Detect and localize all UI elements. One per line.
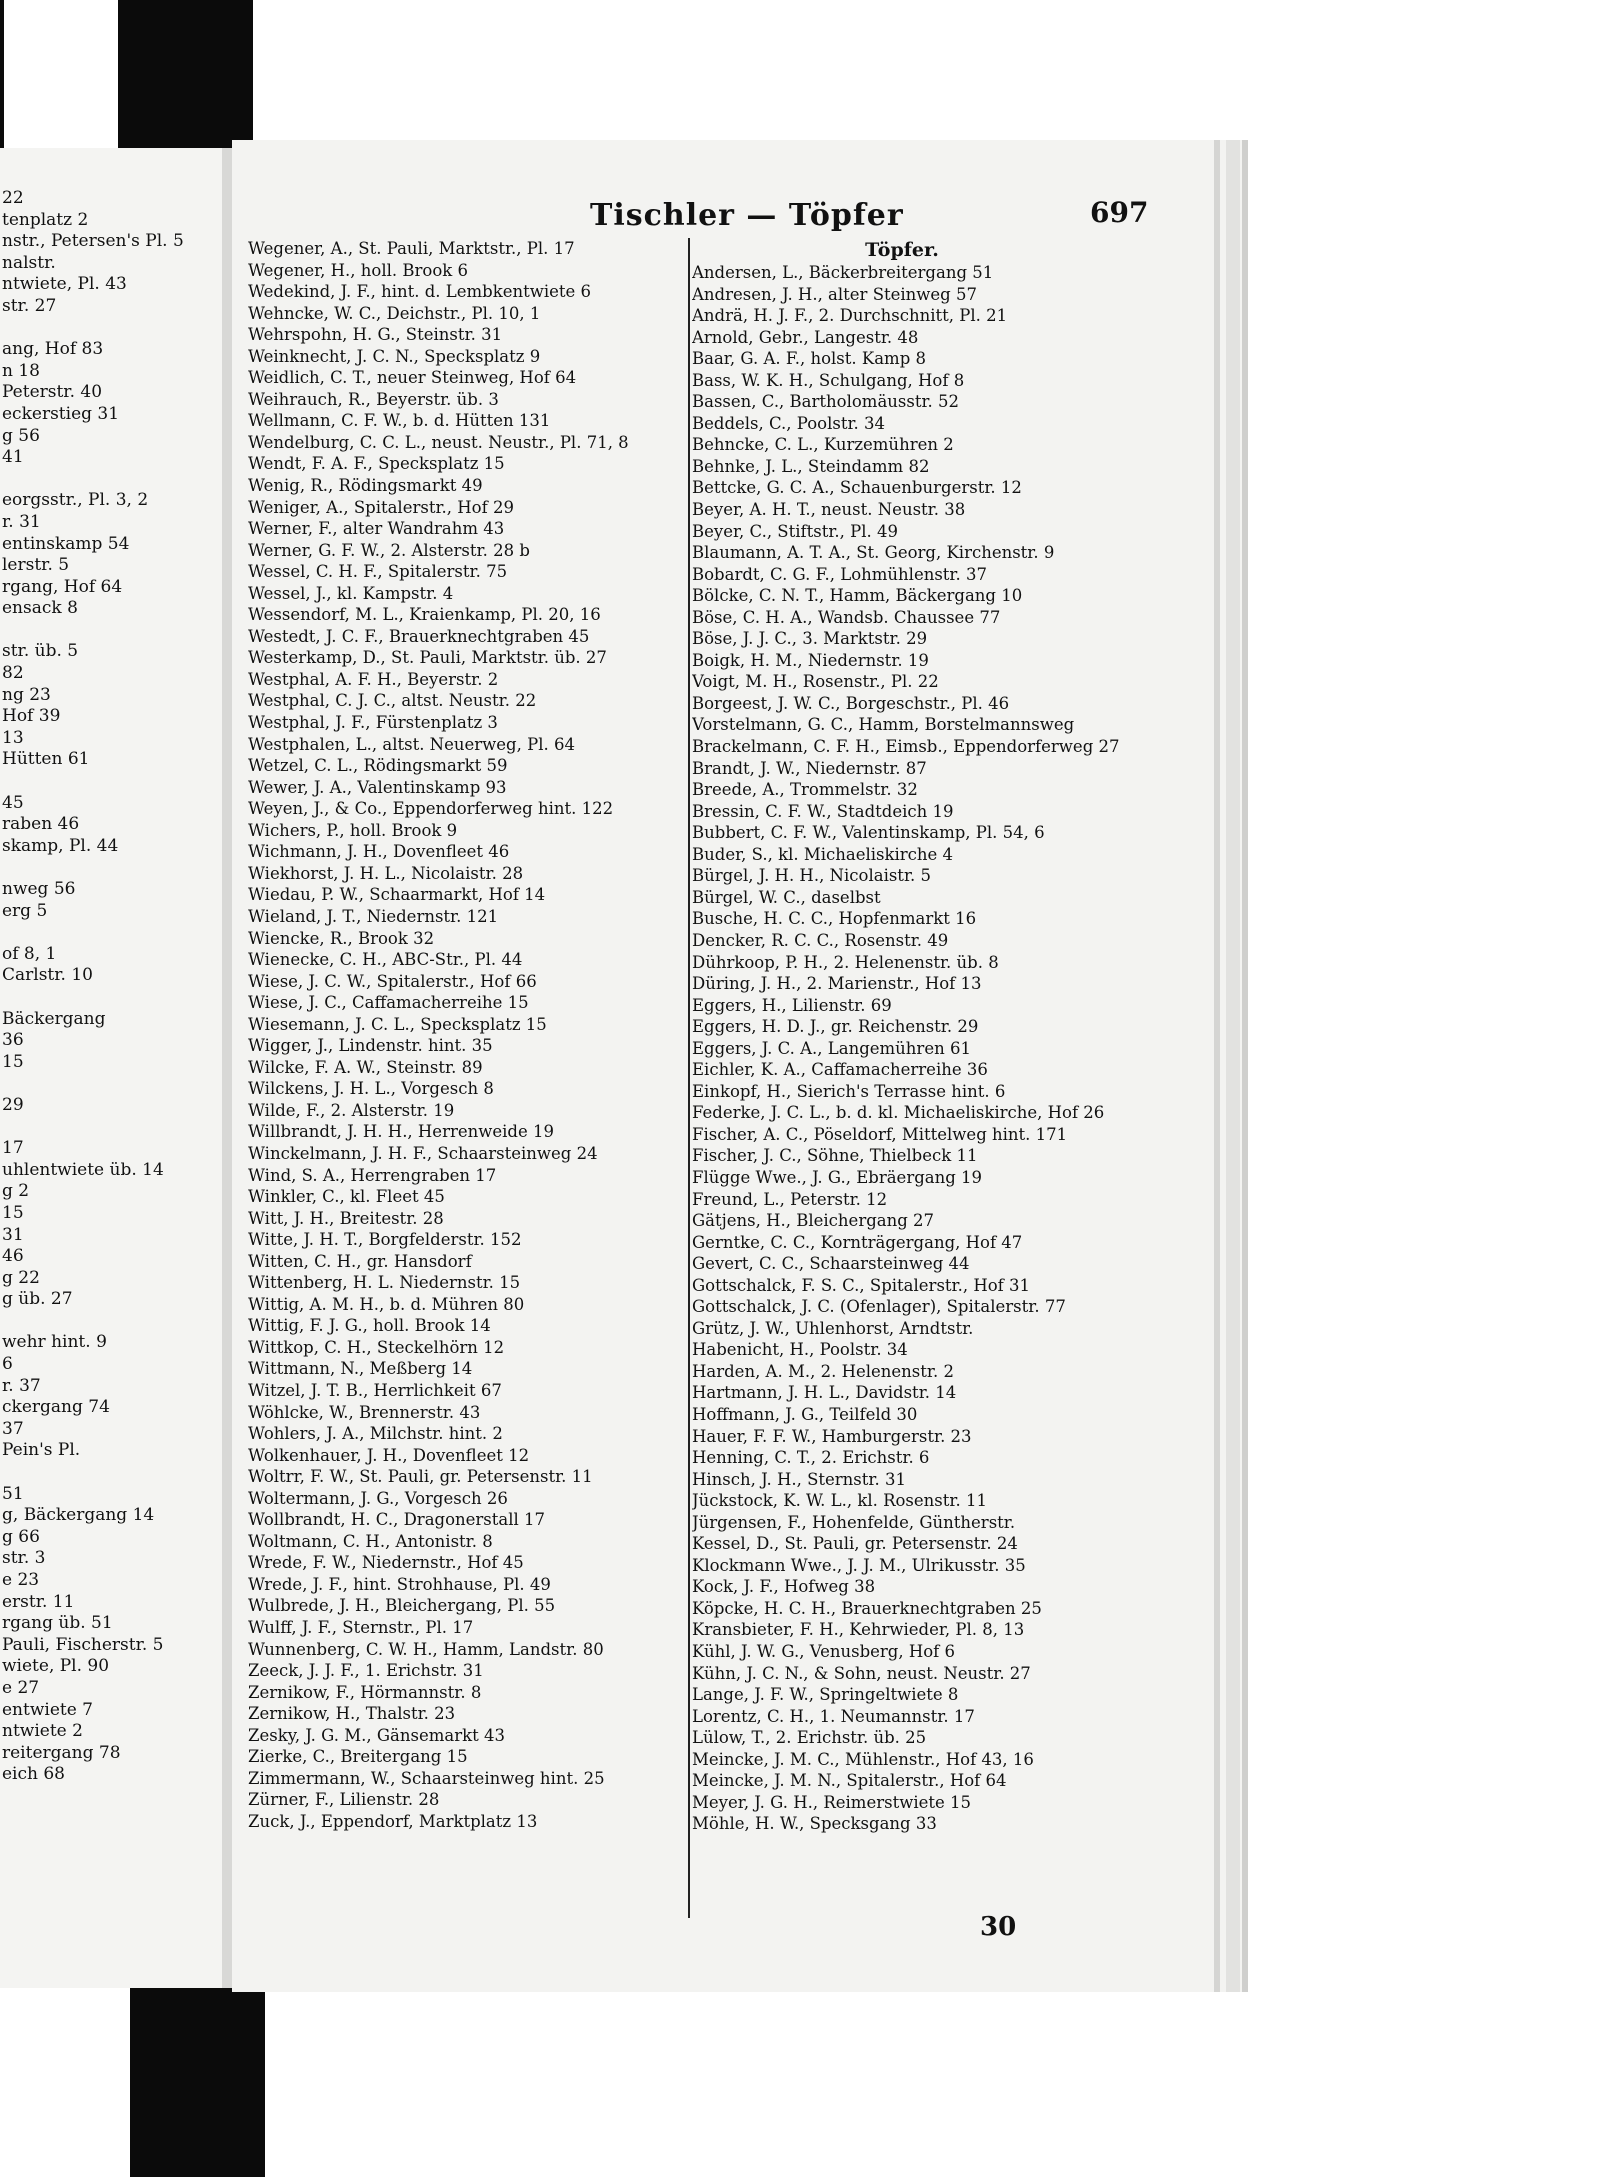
left-page-line: Pein's Pl.: [2, 1440, 81, 1461]
left-page-line: g, Bäckergang 14: [2, 1505, 155, 1526]
directory-entry: Eggers, H., Lilienstr. 69: [692, 995, 892, 1015]
left-page-line: ntwiete 2: [2, 1721, 83, 1742]
left-page-line: reitergang 78: [2, 1742, 121, 1763]
directory-entry: Witzel, J. T. B., Herrlichkeit 67: [248, 1380, 502, 1400]
directory-entry: Düring, J. H., 2. Marienstr., Hof 13: [692, 974, 982, 994]
left-page-line: ntwiete, Pl. 43: [2, 274, 127, 295]
directory-entry: Wiesemann, J. C. L., Specksplatz 15: [248, 1014, 547, 1034]
directory-entry: Voigt, M. H., Rosenstr., Pl. 22: [692, 672, 939, 692]
directory-entry: Wollbrandt, H. C., Dragonerstall 17: [248, 1510, 546, 1530]
directory-entry: Fischer, J. C., Söhne, Thielbeck 11: [692, 1146, 978, 1166]
directory-entry: Westphalen, L., altst. Neuerweg, Pl. 64: [248, 734, 575, 754]
directory-entry: Köpcke, H. C. H., Brauerknechtgraben 25: [692, 1598, 1042, 1618]
directory-entry: Böse, C. H. A., Wandsb. Chaussee 77: [692, 607, 1001, 627]
directory-entry: Eichler, K. A., Caffamacherreihe 36: [692, 1060, 988, 1080]
left-page-line: nstr., Petersen's Pl. 5: [2, 231, 184, 252]
directory-entry: Wittmann, N., Meßberg 14: [248, 1359, 473, 1379]
directory-entry: Zernikow, H., Thalstr. 23: [248, 1704, 456, 1724]
left-page-line: Hütten 61: [2, 749, 90, 770]
left-page-line: n 18: [2, 360, 40, 381]
directory-entry: Wiedau, P. W., Schaarmarkt, Hof 14: [248, 885, 546, 905]
directory-entry: Gevert, C. C., Schaarsteinweg 44: [692, 1254, 970, 1274]
left-page-line: ng 23: [2, 684, 51, 705]
directory-entry: Werner, G. F. W., 2. Alsterstr. 28 b: [248, 540, 530, 560]
left-page-line: 22: [2, 188, 24, 208]
left-page-line: g üb. 27: [2, 1289, 73, 1310]
directory-entry: Breede, A., Trommelstr. 32: [692, 780, 918, 800]
directory-entry: Winckelmann, J. H. F., Schaarsteinweg 24: [248, 1143, 598, 1163]
directory-entry: Weinknecht, J. C. N., Specksplatz 9: [248, 346, 541, 366]
directory-entry: Meincke, J. M. C., Mühlenstr., Hof 43, 16: [692, 1749, 1034, 1769]
binding-left-edge: [0, 0, 4, 148]
section-heading-toepfer: Töpfer.: [865, 239, 939, 261]
directory-entry: Kühn, J. C. N., & Sohn, neust. Neustr. 27: [692, 1663, 1031, 1683]
directory-entry: Behncke, C. L., Kurzemühren 2: [692, 435, 954, 455]
left-page-line: of 8, 1: [2, 943, 57, 964]
directory-entry: Witt, J. H., Breitestr. 28: [248, 1208, 444, 1228]
left-page-line: ensack 8: [2, 598, 78, 619]
directory-entry: Dührkoop, P. H., 2. Helenenstr. üb. 8: [692, 952, 999, 972]
left-page-line: [0, 987, 224, 1009]
left-page-line: erg 5: [2, 900, 48, 921]
directory-entry: Zeeck, J. J. F., 1. Erichstr. 31: [248, 1661, 484, 1681]
left-page-line: 29: [2, 1094, 24, 1115]
directory-entry: Wendelburg, C. C. L., neust. Neustr., Pl. 71, 8: [248, 432, 629, 452]
left-page-line: 13: [2, 727, 24, 748]
directory-entry: Böse, J. J. C., 3. Marktstr. 29: [692, 629, 928, 649]
left-page-line: uhlentwiete üb. 14: [2, 1159, 164, 1180]
directory-entry: Eggers, H. D. J., gr. Reichenstr. 29: [692, 1017, 979, 1037]
directory-entry: Zürner, F., Lilienstr. 28: [248, 1790, 440, 1810]
directory-entry: Wessel, C. H. F., Spitalerstr. 75: [248, 562, 508, 582]
directory-entry: Wittig, F. J. G., holl. Brook 14: [248, 1316, 491, 1336]
directory-entry: Woltrr, F. W., St. Pauli, gr. Petersenstr. 11: [248, 1467, 593, 1487]
directory-entry: Wilckens, J. H. L., Vorgesch 8: [248, 1079, 494, 1099]
directory-entry: Wigger, J., Lindenstr. hint. 35: [248, 1036, 493, 1056]
directory-entry: Wegener, A., St. Pauli, Marktstr., Pl. 17: [248, 239, 575, 258]
directory-entry: Wilde, F., 2. Alsterstr. 19: [248, 1100, 455, 1120]
directory-entry: Lorentz, C. H., 1. Neumannstr. 17: [692, 1706, 975, 1726]
directory-entry: Harden, A. M., 2. Helenenstr. 2: [692, 1361, 954, 1381]
left-page-line: 36: [2, 1030, 24, 1051]
directory-entry: Wunnenberg, C. W. H., Hamm, Landstr. 80: [248, 1639, 604, 1659]
directory-entry: Andersen, L., Bäckerbreitergang 51: [692, 263, 994, 282]
page-edge: [1226, 140, 1240, 1992]
left-page-line: e 27: [2, 1677, 40, 1698]
directory-entry: Wessel, J., kl. Kampstr. 4: [248, 583, 454, 603]
left-page-line: rgang, Hof 64: [2, 576, 123, 597]
directory-entry: Weniger, A., Spitalerstr., Hof 29: [248, 497, 514, 517]
directory-entry: Vorstelmann, G. C., Hamm, Borstelmannsweg: [692, 715, 1075, 735]
toepfer-entries: [692, 262, 1152, 1835]
directory-entry: Hauer, F. F. W., Hamburgerstr. 23: [692, 1426, 972, 1446]
directory-entry: Wenig, R., Rödingsmarkt 49: [248, 476, 483, 496]
directory-entry: Wittig, A. M. H., b. d. Mühren 80: [248, 1294, 525, 1314]
directory-entry: Westphal, C. J. C., altst. Neustr. 22: [248, 691, 537, 711]
directory-entry: Wellmann, C. F. W., b. d. Hütten 131: [248, 411, 551, 431]
directory-entry: Zimmermann, W., Schaarsteinweg hint. 25: [248, 1768, 605, 1788]
column-rule: [688, 238, 690, 1918]
directory-entry: Kransbieter, F. H., Kehrwieder, Pl. 8, 13: [692, 1620, 1025, 1640]
directory-entry: Andresen, J. H., alter Steinweg 57: [692, 284, 977, 304]
directory-entry: Witte, J. H. T., Borgfelderstr. 152: [248, 1230, 522, 1250]
left-page-line: str. üb. 5: [2, 641, 79, 662]
directory-entry: Lange, J. F. W., Springeltwiete 8: [692, 1685, 959, 1705]
left-page-line: g 56: [2, 425, 40, 446]
left-page-line: tenplatz 2: [2, 209, 89, 230]
directory-entry: Wohlers, J. A., Milchstr. hint. 2: [248, 1424, 503, 1444]
left-page-line: Peterstr. 40: [2, 382, 103, 403]
directory-entry: Arnold, Gebr., Langestr. 48: [692, 327, 919, 347]
left-page-line: g 2: [2, 1181, 30, 1202]
left-page-line: g 66: [2, 1526, 40, 1547]
left-page-line: [0, 1311, 224, 1333]
left-page-line: [0, 857, 224, 879]
directory-entry: Bettcke, G. C. A., Schauenburgerstr. 12: [692, 478, 1022, 498]
page-gutter: [222, 148, 232, 1988]
directory-entry: Buder, S., kl. Michaeliskirche 4: [692, 844, 954, 864]
directory-entry: Brackelmann, C. F. H., Eimsb., Eppendorferweg 27: [692, 737, 1120, 757]
left-page-line: str. 3: [2, 1548, 46, 1569]
directory-entry: Wendt, F. A. F., Specksplatz 15: [248, 454, 505, 474]
directory-entry: Bürgel, W. C., daselbst: [692, 887, 881, 907]
left-page-line: r. 37: [2, 1375, 41, 1396]
left-page-line: 15: [2, 1051, 24, 1072]
directory-entry: Blaumann, A. T. A., St. Georg, Kirchenstr. 9: [692, 543, 1055, 563]
directory-entry: Meyer, J. G. H., Reimerstwiete 15: [692, 1792, 972, 1812]
directory-entry: Freund, L., Peterstr. 12: [692, 1189, 888, 1209]
left-page-line: [0, 620, 224, 642]
binding-shadow-top: [118, 0, 253, 148]
page-edge-inner: [1214, 140, 1220, 1992]
directory-entry: Wolkenhauer, J. H., Dovenfleet 12: [248, 1445, 530, 1465]
directory-entry: Bobardt, C. G. F., Lohmühlenstr. 37: [692, 564, 987, 584]
directory-entry: Winkler, C., kl. Fleet 45: [248, 1187, 445, 1207]
directory-entry: Hinsch, J. H., Sternstr. 31: [692, 1469, 906, 1489]
directory-entry: Wittenberg, H. L. Niedernstr. 15: [248, 1273, 521, 1293]
left-page-line: 46: [2, 1246, 24, 1267]
directory-entry: Beddels, C., Poolstr. 34: [692, 413, 886, 433]
directory-entry: Wrede, F. W., Niedernstr., Hof 45: [248, 1553, 524, 1573]
left-page-line: skamp, Pl. 44: [2, 835, 119, 856]
directory-entry: Lülow, T., 2. Erichstr. üb. 25: [692, 1728, 927, 1748]
directory-column-right: [692, 238, 1152, 1835]
left-page-line: g 22: [2, 1267, 40, 1288]
left-page-line: 6: [2, 1354, 13, 1375]
directory-entry: Meincke, J. M. N., Spitalerstr., Hof 64: [692, 1771, 1007, 1791]
left-page-line: [0, 1073, 224, 1095]
directory-entry: Kessel, D., St. Pauli, gr. Petersenstr. 24: [692, 1534, 1018, 1554]
directory-entry: Busche, H. C. C., Hopfenmarkt 16: [692, 909, 977, 929]
directory-entry: Federke, J. C. L., b. d. kl. Michaeliskirche, Hof 26: [692, 1103, 1105, 1123]
left-page-line: ckergang 74: [2, 1397, 110, 1418]
directory-column-left: [248, 238, 688, 1832]
left-page-line: entwiete 7: [2, 1699, 94, 1720]
directory-entry: Wilcke, F. A. W., Steinstr. 89: [248, 1057, 483, 1077]
directory-entry: Wittkop, C. H., Steckelhörn 12: [248, 1337, 505, 1357]
directory-entry: Wieland, J. T., Niedernstr. 121: [248, 906, 499, 926]
directory-entry: Bölcke, C. N. T., Hamm, Bäckergang 10: [692, 586, 1023, 606]
directory-entry: Wegener, H., holl. Brook 6: [248, 260, 469, 280]
directory-entry: Wiencke, R., Brook 32: [248, 928, 435, 948]
directory-entry: Woltermann, J. G., Vorgesch 26: [248, 1488, 508, 1508]
directory-entry: Zernikow, F., Hörmannstr. 8: [248, 1682, 482, 1702]
directory-entry: Gerntke, C. C., Kornträgergang, Hof 47: [692, 1232, 1023, 1252]
directory-entry: Beyer, A. H. T., neust. Neustr. 38: [692, 500, 966, 520]
left-page-line: [0, 318, 224, 340]
directory-entry: Westphal, A. F. H., Beyerstr. 2: [248, 669, 499, 689]
left-page-line: [0, 1462, 224, 1484]
directory-entry: Hartmann, J. H. L., Davidstr. 14: [692, 1383, 957, 1403]
left-page-line: wiete, Pl. 90: [2, 1656, 110, 1677]
left-page-line: r. 31: [2, 511, 41, 532]
directory-entry: Flügge Wwe., J. G., Ebräergang 19: [692, 1167, 983, 1187]
directory-entry: Wöhlcke, W., Brennerstr. 43: [248, 1402, 481, 1422]
directory-entry: Wehncke, W. C., Deichstr., Pl. 10, 1: [248, 303, 541, 323]
directory-entry: Wienecke, C. H., ABC-Str., Pl. 44: [248, 950, 523, 970]
directory-entry: Bass, W. K. H., Schulgang, Hof 8: [692, 370, 965, 390]
directory-entry: Grütz, J. W., Uhlenhorst, Arndtstr.: [692, 1318, 974, 1338]
directory-entry: Möhle, H. W., Specksgang 33: [692, 1814, 937, 1834]
directory-entry: Willbrandt, J. H. H., Herrenweide 19: [248, 1122, 554, 1142]
left-page-line: 41: [2, 447, 24, 468]
directory-entry: Eggers, J. C. A., Langemühren 61: [692, 1038, 971, 1058]
directory-entry: Baar, G. A. F., holst. Kamp 8: [692, 349, 927, 369]
left-page-line: e 23: [2, 1570, 40, 1590]
running-header: Tischler — Töpfer: [590, 198, 904, 233]
left-page-line: eorgsstr., Pl. 3, 2: [2, 490, 149, 511]
left-page-line: Carlstr. 10: [2, 965, 93, 986]
binding-shadow-bottom: [130, 1988, 265, 2177]
directory-entry: Einkopf, H., Sierich's Terrasse hint. 6: [692, 1081, 1006, 1101]
directory-entry: Zuck, J., Eppendorf, Marktplatz 13: [248, 1811, 538, 1831]
left-page: [0, 148, 224, 1988]
directory-entry: Borgeest, J. W. C., Borgeschstr., Pl. 46: [692, 693, 1010, 713]
directory-entry: Zesky, J. G. M., Gänsemarkt 43: [248, 1725, 505, 1745]
left-page-line: [0, 922, 224, 944]
directory-entry: Brandt, J. W., Niedernstr. 87: [692, 758, 927, 778]
left-page-text: [0, 188, 224, 1786]
left-page-line: lerstr. 5: [2, 555, 70, 576]
directory-entry: Wedekind, J. F., hint. d. Lembkentwiete 6: [248, 282, 592, 302]
left-page-line: 51: [2, 1483, 24, 1504]
left-page-line: Bäckergang: [2, 1008, 106, 1029]
signature-mark: 30: [980, 1912, 1017, 1942]
directory-entry: Westedt, J. C. F., Brauerknechtgraben 45: [248, 626, 590, 646]
left-page-line: Hof 39: [2, 706, 61, 727]
directory-entry: Bubbert, C. F. W., Valentinskamp, Pl. 54, 6: [692, 823, 1045, 843]
directory-entry: Wewer, J. A., Valentinskamp 93: [248, 777, 507, 797]
page-number: 697: [1090, 196, 1149, 229]
directory-entry: Jückstock, K. W. L., kl. Rosenstr. 11: [692, 1491, 987, 1511]
directory-entry: Wiese, J. C., Caffamacherreihe 15: [248, 993, 529, 1013]
directory-entry: Bürgel, J. H. H., Nicolaistr. 5: [692, 866, 932, 886]
left-page-line: eich 68: [2, 1764, 66, 1785]
directory-entry: Wrede, J. F., hint. Strohhause, Pl. 49: [248, 1574, 551, 1594]
directory-entry: Wetzel, C. L., Rödingsmarkt 59: [248, 756, 508, 776]
left-page-line: [0, 771, 224, 793]
left-page-line: eckerstieg 31: [2, 403, 120, 424]
directory-entry: Westerkamp, D., St. Pauli, Marktstr. üb. 27: [248, 648, 607, 668]
directory-entry: Weyen, J., & Co., Eppendorferweg hint. 122: [248, 799, 614, 819]
directory-entry: Wichmann, J. H., Dovenfleet 46: [248, 842, 510, 862]
directory-entry: Boigk, H. M., Niedernstr. 19: [692, 650, 929, 670]
directory-entry: Gottschalck, J. C. (Ofenlager), Spitalerstr. 77: [692, 1297, 1066, 1317]
directory-entry: Gottschalck, F. S. C., Spitalerstr., Hof 31: [692, 1275, 1031, 1295]
left-page-line: entinskamp 54: [2, 533, 130, 554]
directory-entry: Wehrspohn, H. G., Steinstr. 31: [248, 325, 503, 345]
directory-entry: Wichers, P., holl. Brook 9: [248, 820, 458, 840]
left-page-line: 82: [2, 663, 24, 684]
directory-entry: Beyer, C., Stiftstr., Pl. 49: [692, 521, 899, 541]
directory-entry: Wiese, J. C. W., Spitalerstr., Hof 66: [248, 971, 537, 991]
directory-entry: Werner, F., alter Wandrahm 43: [248, 519, 505, 539]
left-page-line: raben 46: [2, 814, 80, 835]
left-page-line: 37: [2, 1418, 24, 1439]
directory-entry: Wessendorf, M. L., Kraienkamp, Pl. 20, 16: [248, 605, 601, 625]
left-page-line: nweg 56: [2, 879, 76, 899]
directory-entry: Habenicht, H., Poolstr. 34: [692, 1340, 908, 1360]
directory-entry: Westphal, J. F., Fürstenplatz 3: [248, 713, 498, 733]
directory-entry: Wulff, J. F., Sternstr., Pl. 17: [248, 1618, 474, 1637]
left-page-line: rgang üb. 51: [2, 1613, 113, 1634]
left-page-line: [0, 469, 224, 491]
left-page-line: Pauli, Fischerstr. 5: [2, 1634, 164, 1655]
directory-entry: Behnke, J. L., Steindamm 82: [692, 456, 930, 476]
left-page-line: nalstr.: [2, 252, 56, 273]
directory-entry: Weihrauch, R., Beyerstr. üb. 3: [248, 389, 499, 409]
directory-entry: Fischer, A. C., Pöseldorf, Mittelweg hint. 171: [692, 1124, 1068, 1144]
directory-entry: Zierke, C., Breitergang 15: [248, 1747, 468, 1767]
left-page-line: 45: [2, 792, 24, 813]
left-page-line: 15: [2, 1202, 24, 1223]
directory-entry: Henning, C. T., 2. Erichstr. 6: [692, 1448, 930, 1468]
left-page-line: [0, 1117, 224, 1139]
directory-entry: Woltmann, C. H., Antonistr. 8: [248, 1531, 493, 1551]
directory-entry: Klockmann Wwe., J. J. M., Ulrikusstr. 35: [692, 1555, 1026, 1575]
directory-entry: Bressin, C. F. W., Stadtdeich 19: [692, 801, 954, 821]
directory-entry: Dencker, R. C. C., Rosenstr. 49: [692, 930, 949, 950]
directory-entry: Witten, C. H., gr. Hansdorf: [248, 1251, 472, 1271]
left-page-line: erstr. 11: [2, 1591, 75, 1612]
directory-entry: Kock, J. F., Hofweg 38: [692, 1577, 876, 1597]
directory-entry: Kühl, J. W. G., Venusberg, Hof 6: [692, 1642, 956, 1661]
directory-entry: Gätjens, H., Bleichergang 27: [692, 1211, 935, 1231]
left-page-line: str. 27: [2, 295, 57, 316]
left-page-line: 31: [2, 1224, 24, 1245]
left-page-line: ang, Hof 83: [2, 339, 104, 360]
directory-entry: Wind, S. A., Herrengraben 17: [248, 1165, 497, 1185]
left-page-line: 17: [2, 1138, 24, 1159]
directory-entry: Weidlich, C. T., neuer Steinweg, Hof 64: [248, 368, 577, 388]
directory-entry: Wulbrede, J. H., Bleichergang, Pl. 55: [248, 1596, 556, 1616]
left-page-line: wehr hint. 9: [2, 1332, 107, 1353]
directory-entry: Jürgensen, F., Hohenfelde, Güntherstr.: [692, 1512, 1016, 1532]
directory-entry: Wiekhorst, J. H. L., Nicolaistr. 28: [248, 863, 524, 883]
directory-entry: Bassen, C., Bartholomäusstr. 52: [692, 392, 960, 412]
directory-entry: Andrä, H. J. F., 2. Durchschnitt, Pl. 21: [692, 306, 1008, 326]
directory-entry: Hoffmann, J. G., Teilfeld 30: [692, 1404, 918, 1424]
